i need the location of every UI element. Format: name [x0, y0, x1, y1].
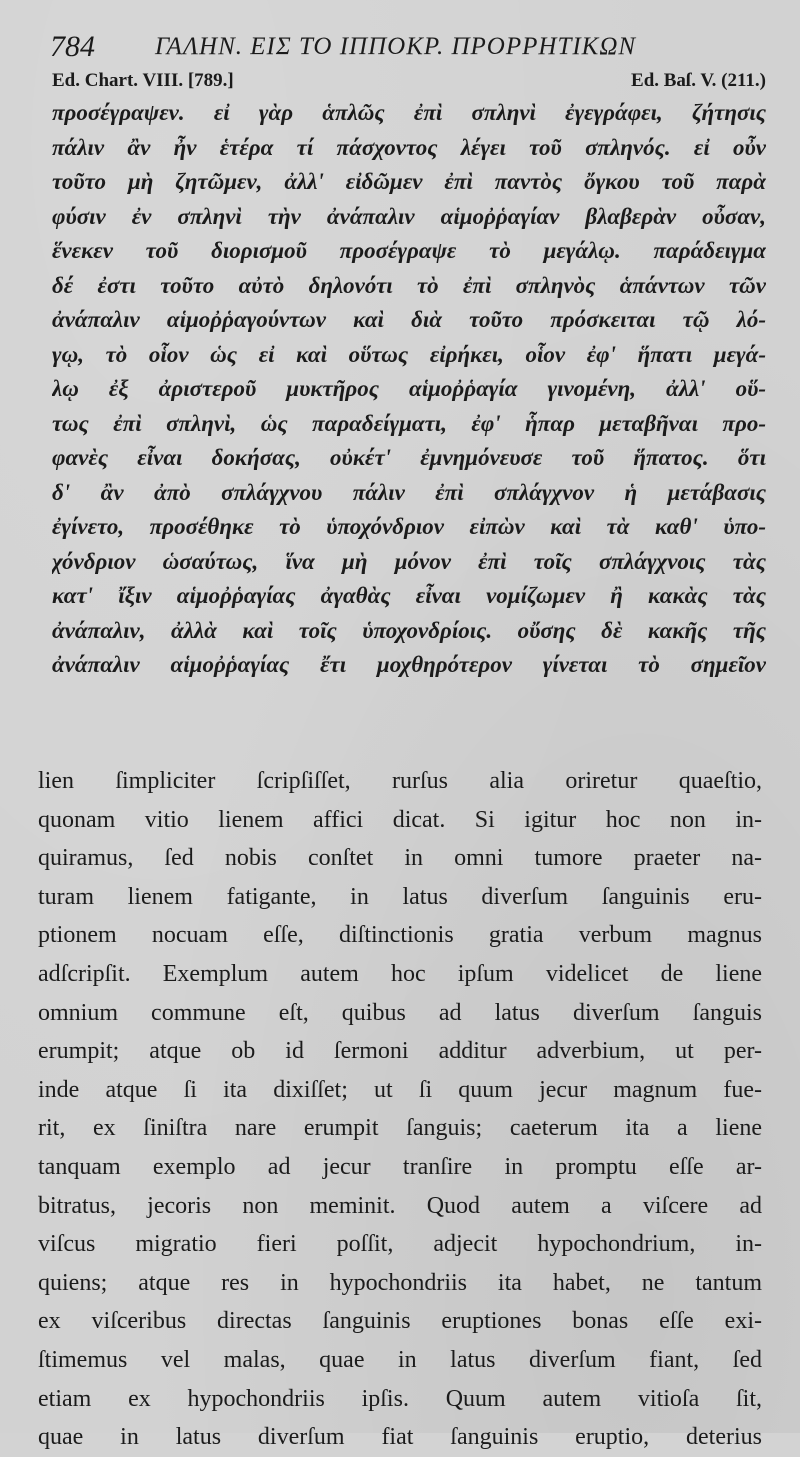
greek-line: φύσιν ἐν σπληνὶ τὴν ἀνάπαλιν αἱμοῤῥαγίαν βλαβερὰν οὖσαν, — [52, 203, 766, 229]
latin-line: erumpit; atque ob id ſermoni additur adverbium, ut per- — [38, 1038, 762, 1065]
edition-chart-reference: Ed. Chart. VIII. [789.] — [52, 70, 234, 91]
edition-basel-reference: Ed. Baſ. V. (211.) — [631, 70, 766, 91]
latin-line: quae in latus diverſum fiat ſanguinis eruptio, deterius — [38, 1424, 762, 1451]
greek-line: τως ἐπὶ σπληνὶ, ὡς παραδείγματι, ἐφ' ἧπαρ μεταβῆναι προ- — [52, 410, 766, 436]
page-number: 784 — [50, 30, 95, 63]
greek-line: ἐγίνετο, προσέθηκε τὸ ὑποχόνδριον εἰπὼν καὶ τὰ καθ' ὑπο- — [52, 514, 766, 539]
latin-line: etiam ex hypochondriis ipſis. Quum autem vitioſa ſit, — [38, 1385, 762, 1412]
greek-text-block — [52, 96, 766, 683]
latin-line: quiens; atque res in hypochondriis ita habet, ne tantum — [38, 1269, 762, 1296]
greek-line: δέ ἐστι τοῦτο αὐτὸ δηλονότι τὸ ἐπὶ σπληνὸς ἁπάντων τῶν — [52, 272, 766, 298]
latin-line: lien ſimpliciter ſcripſiſſet, rurſus alia oriretur quaeſtio, — [38, 768, 762, 794]
latin-line: ex viſceribus directas ſanguinis eruptiones bonas eſſe exi- — [38, 1308, 762, 1335]
latin-line: ſtimemus vel malas, quae in latus diverſum fiant, ſed — [38, 1346, 762, 1373]
greek-line: γῳ, τὸ οἷον ὡς εἰ καὶ οὕτως εἰρήκει, οἷον ἐφ' ἥπατι μεγά- — [52, 341, 766, 367]
latin-line: quiramus, ſed nobis conſtet in omni tumore praeter na- — [38, 845, 762, 872]
latin-line: quonam vitio lienem affici dicat. Si igitur hoc non in- — [38, 806, 762, 833]
greek-line: ἀνάπαλιν, ἀλλὰ καὶ τοῖς ὑποχονδρίοις. οὔσης δὲ κακῆς τῆς — [52, 617, 766, 643]
greek-line: δ' ἂν ἀπὸ σπλάγχνου πάλιν ἐπὶ σπλάγχνον ἡ μετάβασις — [52, 479, 766, 505]
latin-line: inde atque ſi ita dixiſſet; ut ſi quum jecur magnum fue- — [38, 1076, 762, 1103]
greek-line: ἕνεκεν τοῦ διορισμοῦ προσέγραψε τὸ μεγάλῳ. παράδειγμα — [52, 238, 766, 263]
greek-line: κατ' ἴξιν αἱμοῤῥαγίας ἀγαθὰς εἶναι νομίζωμεν ἢ κακὰς τὰς — [52, 583, 766, 608]
greek-line: πάλιν ἂν ἦν ἑτέρα τί πάσχοντος λέγει τοῦ σπληνός. εἰ οὖν — [52, 134, 766, 160]
greek-line: προσέγραψεν. εἰ γὰρ ἁπλῶς ἐπὶ σπληνὶ ἐγεγράφει, ζήτησις — [52, 100, 766, 125]
greek-line: φανὲς εἶναι δοκήσας, οὐκέτ' ἐμνημόνευσε τοῦ ἥπατος. ὅτι — [52, 445, 766, 470]
latin-line: ptionem nocuam eſſe, diſtinctionis gratia verbum magnus — [38, 922, 762, 949]
latin-line: turam lienem fatigante, in latus diverſum ſanguinis eru- — [38, 883, 762, 910]
latin-text-block — [38, 762, 762, 1457]
edition-references — [52, 70, 766, 96]
latin-line: viſcus migratio fieri poſſit, adjecit hypochondrium, in- — [38, 1231, 762, 1258]
greek-line: ἀνάπαλιν αἱμοῤῥαγίας ἔτι μοχθηρότερον γίνεται τὸ σημεῖον — [52, 652, 766, 677]
greek-line: χόνδριον ὡσαύτως, ἵνα μὴ μόνον ἐπὶ τοῖς σπλάγχνοις τὰς — [52, 548, 766, 574]
greek-line: ἀνάπαλιν αἱμοῤῥαγούντων καὶ διὰ τοῦτο πρόσκειται τῷ λό- — [52, 307, 766, 332]
latin-line: tanquam exemplo ad jecur tranſire in promptu eſſe ar- — [38, 1153, 762, 1180]
page-header — [50, 30, 760, 64]
latin-line: omnium commune eſt, quibus ad latus diverſum ſanguis — [38, 999, 762, 1026]
latin-line: bitratus, jecoris non meminit. Quod autem a viſcere ad — [38, 1192, 762, 1219]
latin-line: rit, ex ſiniſtra nare erumpit ſanguis; caeterum ita a liene — [38, 1115, 762, 1142]
running-title: ΓΑΛΗΝ. ΕΙΣ ΤΟ ΙΠΠΟΚΡ. ΠΡΟΡΡΗΤΙΚΩΝ — [155, 33, 637, 60]
greek-line: λῳ ἐξ ἀριστεροῦ μυκτῆρος αἱμοῤῥαγία γινομένη, ἀλλ' οὕ- — [52, 376, 766, 401]
greek-line: τοῦτο μὴ ζητῶμεν, ἀλλ' εἰδῶμεν ἐπὶ παντὸς ὄγκου τοῦ παρὰ — [52, 169, 766, 194]
latin-line: adſcripſit. Exemplum autem hoc ipſum videlicet de liene — [38, 960, 762, 987]
